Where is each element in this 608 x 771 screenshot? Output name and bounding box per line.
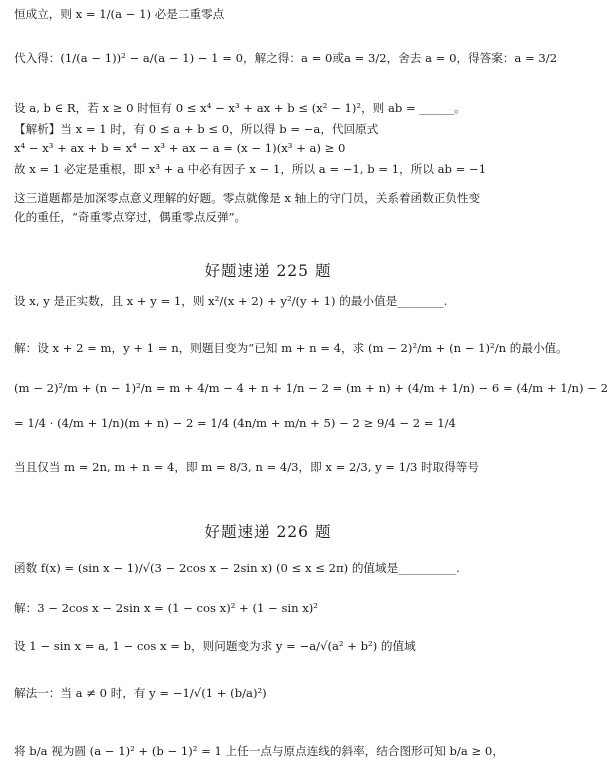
- line-226-3: 设 1 − sin x = a, 1 − cos x = b，则问题变为求 y = −a/√(a² + b²) 的值域: [14, 639, 416, 653]
- line-225-3: (m − 2)²/m + (n − 1)²/n = m + 4/m − 4 + n + 1/n − 2 = (m + n) + (4/m + 1/n) − 6 = (4/m + 1/n) − 2: [14, 381, 608, 395]
- line-5: x⁴ − x³ + ax + b = x⁴ − x³ + ax − a = (x − 1)(x³ + a) ≥ 0: [14, 141, 346, 155]
- section-225-title: 好题速递 225 题: [204, 262, 332, 280]
- line-2: 代入得：(1/(a − 1))² − a/(a − 1) − 1 = 0，解之得：a = 0或a = 3/2，舍去 a = 0，得答案：a = 3/2: [14, 51, 558, 65]
- line-4: 【解析】当 x = 1 时，有 0 ≤ a + b ≤ 0，所以得 b = −a，代回原式: [14, 122, 379, 136]
- line-8: 化的重任，“奇重零点穿过，偶重零点反弹”。: [14, 210, 247, 224]
- line-3: 设 a, b ∈ R，若 x ≥ 0 时恒有 0 ≤ x⁴ − x³ + ax + b ≤ (x² − 1)²，则 ab = ______。: [14, 101, 466, 115]
- line-1: 恒成立，则 x = 1/(a − 1) 必是二重零点: [14, 7, 225, 21]
- line-225-5: 当且仅当 m = 2n, m + n = 4，即 m = 8/3, n = 4/3，即 x = 2/3, y = 1/3 时取得等号: [14, 460, 480, 474]
- line-225-1: 设 x, y 是正实数，且 x + y = 1，则 x²/(x + 2) + y²/(y + 1) 的最小值是________.: [14, 294, 448, 308]
- section-226-title: 好题速递 226 题: [204, 523, 332, 541]
- line-226-4: 解法一：当 a ≠ 0 时，有 y = −1/√(1 + (b/a)²): [14, 686, 267, 700]
- line-6: 故 x = 1 必定是重根，即 x³ + a 中必有因子 x − 1，所以 a = −1, b = 1，所以 ab = −1: [14, 162, 487, 176]
- line-226-5: 将 b/a 视为圆 (a − 1)² + (b − 1)² = 1 上任一点与原点连线的斜率，结合图形可知 b/a ≥ 0，: [14, 744, 504, 758]
- line-7: 这三道题都是加深零点意义理解的好题。零点就像是 x 轴上的守门员，关系着函数正负性变: [14, 191, 481, 205]
- line-225-2: 解：设 x + 2 = m，y + 1 = n，则题目变为“已知 m + n = 4，求 (m − 2)²/m + (n − 1)²/n 的最小值。: [14, 341, 568, 355]
- line-226-1: 函数 f(x) = (sin x − 1)/√(3 − 2cos x − 2sin x) (0 ≤ x ≤ 2π) 的值域是__________.: [14, 561, 460, 575]
- line-226-2: 解：3 − 2cos x − 2sin x = (1 − cos x)² + (1 − sin x)²: [14, 601, 318, 615]
- line-225-4: = 1/4 · (4/m + 1/n)(m + n) − 2 = 1/4 (4n/m + m/n + 5) − 2 ≥ 9/4 − 2 = 1/4: [14, 416, 456, 430]
